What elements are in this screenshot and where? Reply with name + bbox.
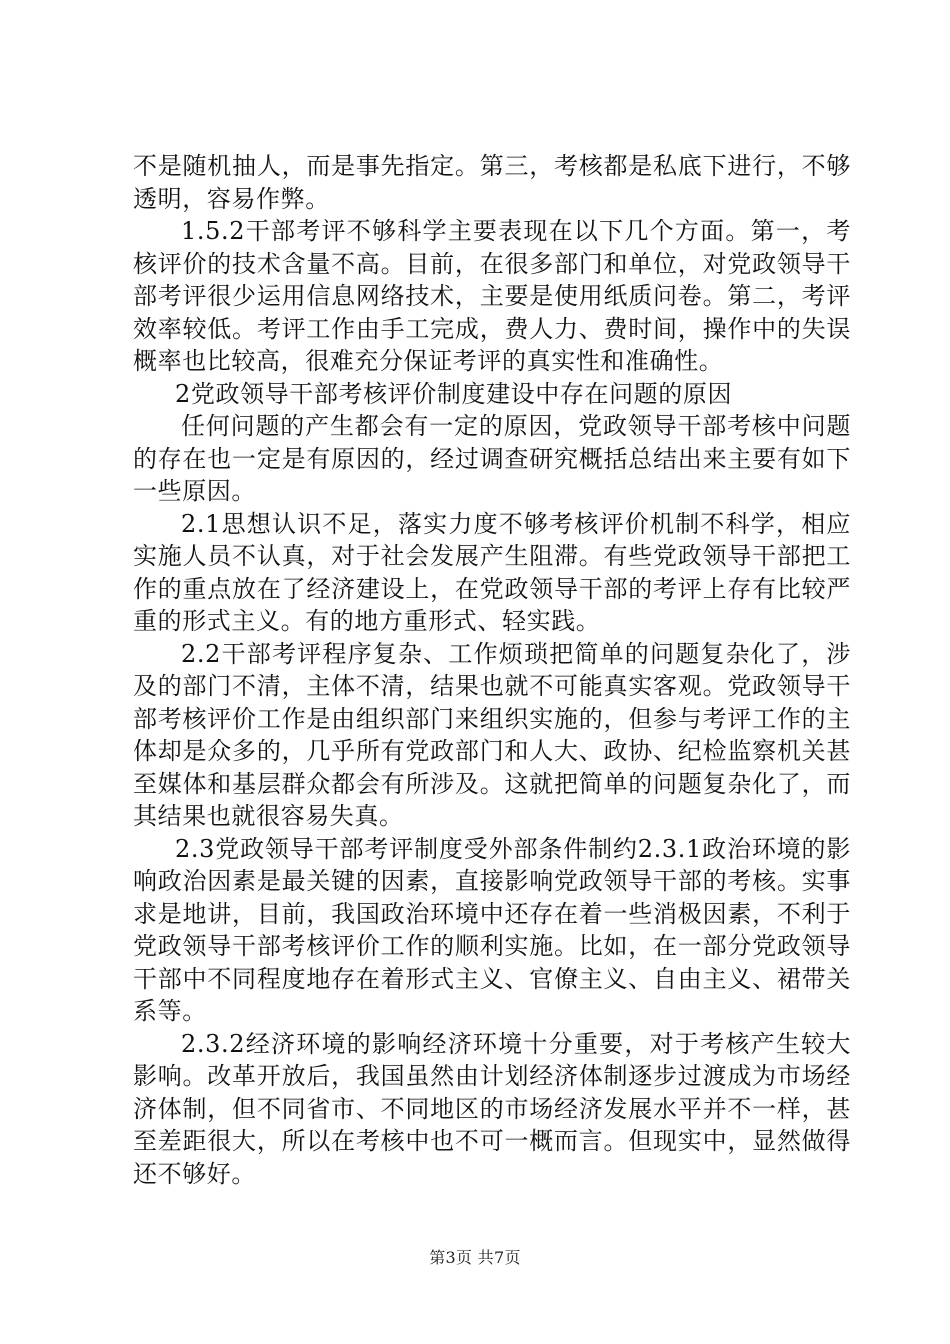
paragraph-2-2: 2.2干部考评程序复杂、工作烦琐把简单的问题复杂化了，涉及的部门不清，主体不清，结果也就不可能真实客观。党政领导干部考核评价工作是由组织部门来组织实施的，但参与考评工作的主体却是众多的，几乎所有党政部门和人大、政协、纪检监察机关甚至媒体和基层群众都会有所涉及。这就把简单的问题复杂化了，而其结果也就很容易失真。 bbox=[133, 639, 851, 830]
document-body bbox=[133, 150, 851, 1190]
paragraph-2-1: 2.1思想认识不足，落实力度不够考核评价机制不科学，相应实施人员不认真，对于社会发展产生阻滞。有些党政领导干部把工作的重点放在了经济建设上，在党政领导干部的考评上存有比较严重的形式主义。有的地方重形式、轻实践。 bbox=[133, 509, 851, 635]
paragraph-1-5-2: 1.5.2干部考评不够科学主要表现在以下几个方面。第一，考核评价的技术含量不高。目前，在很多部门和单位，对党政领导干部考评很少运用信息网络技术，主要是使用纸质问卷。第二，考评效率较低。考评工作由手工完成，费人力、费时间，操作中的失误概率也比较高，很难充分保证考评的真实性和准确性。 bbox=[133, 217, 851, 375]
page-number: 第3页 共7页 bbox=[429, 1248, 521, 1267]
paragraph-2-3-2: 2.3.2经济环境的影响经济环境十分重要，对于考核产生较大影响。改革开放后，我国虽然由计划经济体制逐步过渡成为市场经济体制，但不同省市、不同地区的市场经济发展水平并不一样，甚至差距很大，所以在考核中也不可一概而言。但现实中，显然做得还不够好。 bbox=[133, 1029, 851, 1188]
paragraph-continuation: 不是随机抽人，而是事先指定。第三，考核都是私底下进行，不够透明，容易作弊。 bbox=[133, 152, 851, 213]
paragraph-2-3: 2.3党政领导干部考评制度受外部条件制约2.3.1政治环境的影响政治因素是最关键的因素，直接影响党政领导干部的考核。实事求是地讲，目前，我国政治环境中还存在着一些消极因素，不利于党政领导干部考核评价工作的顺利实施。比如，在一部分党政领导干部中不同程度地存在着形式主义、官僚主义、自由主义、裙带关系等。 bbox=[133, 834, 851, 1025]
page-footer bbox=[0, 1245, 950, 1268]
paragraph-intro-2: 任何问题的产生都会有一定的原因，党政领导干部考核中问题的存在也一定是有原因的，经过调查研究概括总结出来主要有如下一些原因。 bbox=[133, 412, 851, 505]
section-heading-2: 2党政领导干部考核评价制度建设中存在问题的原因 bbox=[175, 379, 733, 408]
